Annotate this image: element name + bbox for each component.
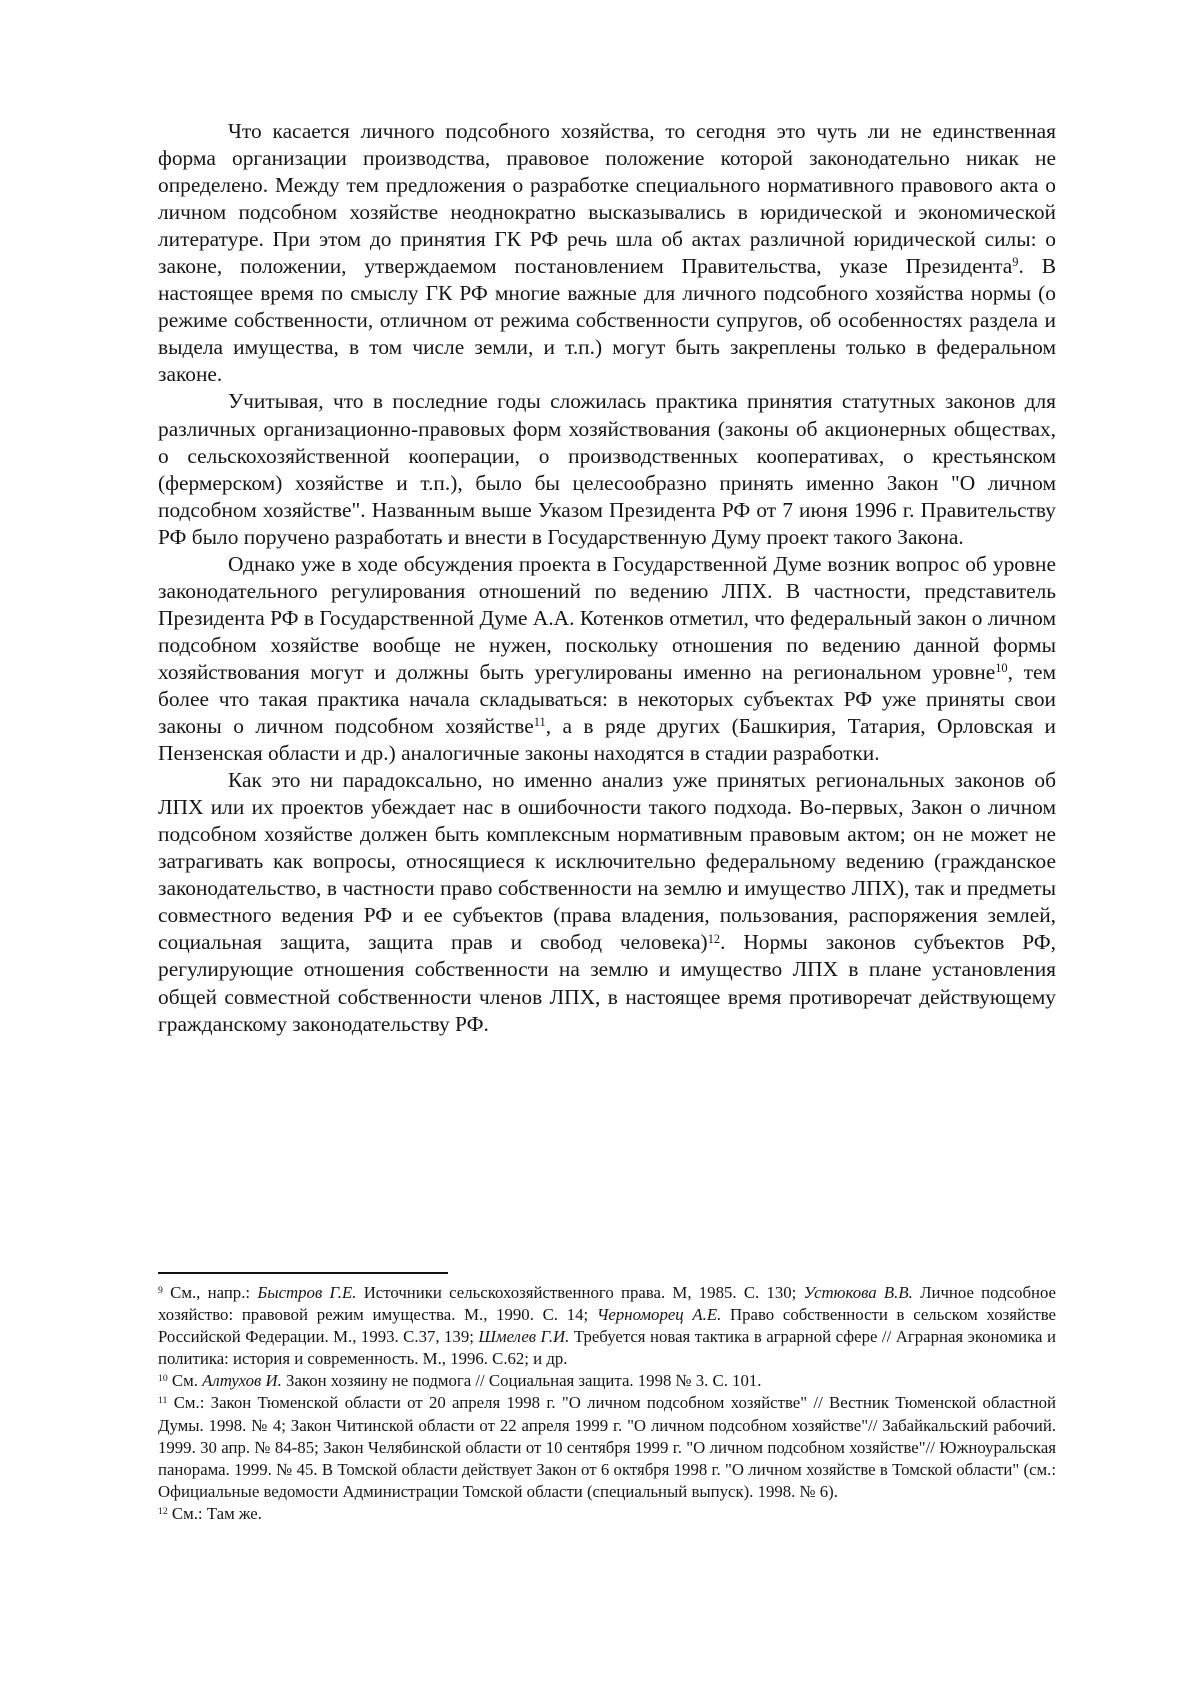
footnote-author: Шмелев Г.И. [478,1327,569,1346]
footnote-text: См.: Закон Тюменской области от 20 апреля 1998 г. "О личном подсобном хозяйстве" // Вестник Тюменской областной Думы. 1998. № 4; Закон Читинской области от 22 апреля 1999 г. "О личном подсобном хозяйстве"// Забайкальский рабочий. 1999. 30 апр. № 84-85; Закон Челябинской области от 10 сентября 1999 г. "О личном подсобном хозяйстве"// Южноуральская панорама. 1999. № 45. В Томской области действует Закон от 6 октября 1998 г. "О личном хозяйстве в Томской области" (см.: Официальные ведомости Администрации Томской области (специальный выпуск). 1998. № 6). [158,1393,1056,1500]
footnote-number: 12 [158,1506,168,1517]
footnote-text: Право собственности в сельском хозяйстве Российской Федерации. М., 1993. С.37, 139; [158,1305,1056,1346]
footnotes [158,1282,1056,1525]
footnote [158,1392,1056,1502]
paragraph-text: Как это ни парадоксально, но именно анализ уже принятых региональных законов об ЛПХ или их проектов убеждает нас в ошибочности такого подхода. Во-первых, Закон о личном подсобном хозяйстве должен быть комплексным нормативным правовым актом; он не может не затрагивать как вопросы, относящиеся к исключительно федеральному ведению (гражданское законодательство, в частности право собственности на землю и имущество ЛПХ), так и предметы совместного ведения РФ и ее субъектов (права владения, пользования, распоряжения землей, социальная защита, защита прав и свобод человека) [158,768,1056,954]
paragraph-text: Учитывая, что в последние годы сложилась практика принятия статутных законов для различных организационно-правовых форм хозяйствования (законы об акционерных обществах, о сельскохозяйственной кооперации, о производственных кооперативах, о крестьянском (фермерском) хозяйстве и т.п.), было бы целесообразно принять именно Закон "О личном подсобном хозяйстве". Названным выше Указом Президента РФ от 7 июня 1996 г. Правительству РФ было поручено разработать и внести в Государственную Думу проект такого Закона. [158,389,1056,548]
footnote-author: Черноморец А.Е. [597,1305,721,1324]
footnote-author: Быстров Г.Е. [257,1283,356,1302]
footnote-reference: 12 [708,932,720,946]
paragraph [158,767,1056,1037]
paragraph-text: Что касается личного подсобного хозяйства, то сегодня это чуть ли не единственная форма организации производства, правовое положение которой законодательно никак не определено. Между тем предложения о разработке специального нормативного правового акта о личном подсобном хозяйстве неоднократно высказывались в юридической и экономической литературе. При этом до принятия ГК РФ речь шла об актах различной юридической силы: о законе, положении, утверждаемом постановлением Правительства, указе Президента [158,119,1056,278]
footnote-text: См., напр.: [163,1283,257,1302]
footnote-text: См.: Там же. [168,1504,262,1523]
paragraph-text: . В настоящее время по смыслу ГК РФ многие важные для личного подсобного хозяйства нормы (о режиме собственности, отличном от режима собственности супругов, об особенностях раздела и выдела имущества, в том числе земли, и т.п.) могут быть закреплены только в федеральном законе. [158,254,1056,386]
footnote-number: 9 [158,1285,163,1296]
footnote-separator [158,1272,448,1274]
footnote [158,1370,1056,1392]
paragraph [158,118,1056,388]
footnote-author: Устюкова В.В. [804,1283,913,1302]
footnote-text: Личное подсобное хозяйство: правовой режим имущества. М., 1990. С. 14; [158,1283,1056,1324]
footnote-number: 10 [158,1373,168,1384]
main-text [158,118,1056,1038]
footnote-text: Требуется новая тактика в аграрной сфере // Аграрная экономика и политика: история и современность. М., 1996. С.62; и др. [158,1327,1056,1368]
footnote-text: Источники сельскохозяйственного права. М, 1985. С. 130; [356,1283,803,1302]
paragraph [158,551,1056,767]
paragraph-text: . Нормы законов субъектов РФ, регулирующие отношения собственности на землю и имущество ЛПХ в плане установления общей совместной собственности членов ЛПХ, в настоящее время противоречат действующему гражданскому законодательству РФ. [158,930,1056,1035]
footnote-author: Алтухов И. [202,1371,282,1390]
paragraph-text: , а в ряде других (Башкирия, Татария, Орловская и Пензенская области и др.) аналогичные законы находятся в стадии разработки. [158,714,1056,765]
paragraph-text: , тем более что такая практика начала складываться: в некоторых субъектах РФ уже приняты свои законы о личном подсобном хозяйстве [158,660,1056,738]
footnote-reference: 10 [995,661,1007,675]
paragraph [158,388,1056,550]
footnote-text: См. [168,1371,202,1390]
paragraph-text: Однако уже в ходе обсуждения проекта в Государственной Думе возник вопрос об уровне законодательного регулирования отношений по ведению ЛПХ. В частности, представитель Президента РФ в Государственной Думе А.А. Котенков отметил, что федеральный закон о личном подсобном хозяйстве вообще не нужен, поскольку отношения по ведению данной формы хозяйствования могут и должны быть урегулированы именно на региональном уровне [158,552,1056,684]
footnote-reference: 9 [1012,255,1018,269]
footnote-number: 11 [158,1395,167,1406]
document-page [0,0,1200,1698]
footnote [158,1503,1056,1525]
footnote-text: Закон хозяину не подмога // Социальная защита. 1998 № 3. С. 101. [282,1371,762,1390]
footnote [158,1282,1056,1370]
footnote-reference: 11 [534,715,546,729]
